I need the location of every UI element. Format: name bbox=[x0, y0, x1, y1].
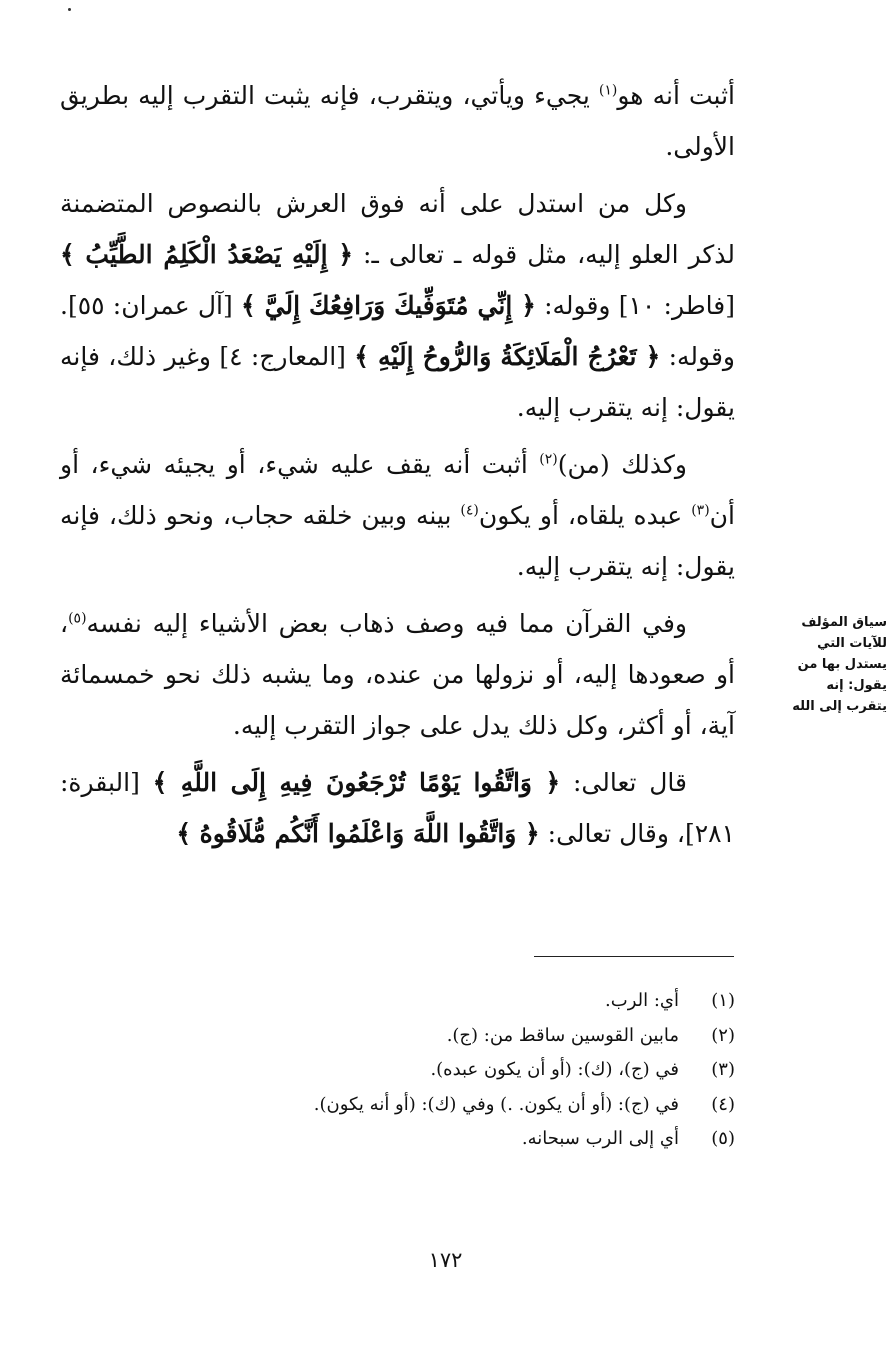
margin-note bbox=[761, 612, 887, 717]
margin-note-line: يقول: إنه bbox=[826, 678, 887, 693]
footnote-separator bbox=[534, 956, 734, 957]
footnotes bbox=[175, 984, 735, 1157]
scan-speck bbox=[68, 8, 71, 11]
margin-note-line: يتقرب إلى الله bbox=[792, 699, 887, 714]
footnote-number: (٤) bbox=[711, 1093, 735, 1115]
text-run: يجيء ويأتي، ويتقرب، فإنه يثبت التقرب إليه بطريق الأولى. bbox=[60, 81, 735, 161]
text-run: قال تعالى: bbox=[560, 768, 687, 797]
quran-quote: ﴿ وَاتَّقُوا يَوْمًا تُرْجَعُونَ فِيهِ إِلَى اللَّهِ ﴾ bbox=[152, 768, 561, 797]
footnote-marker: (٤) bbox=[460, 502, 479, 519]
quran-quote: ﴿ تَعْرُجُ الْمَلَائِكَةُ وَالرُّوحُ إِلَيْهِ ﴾ bbox=[354, 342, 661, 371]
footnote bbox=[175, 1053, 735, 1088]
quran-quote: ﴿ وَاتَّقُوا اللَّهَ وَاعْلَمُوا أَنَّكُم مُّلَاقُوهُ ﴾ bbox=[176, 819, 540, 848]
footnote-text: أي: الرب. bbox=[605, 990, 679, 1011]
text-run: ، أو صعودها إليه، أو نزولها من عنده، وما يشبه ذلك نحو خمسمائة آية، أو أكثر، وكل ذلك يدل على جواز التقرب إليه. bbox=[60, 609, 735, 740]
footnote-marker: (١) bbox=[598, 82, 618, 99]
text-run: [فاطر: ١٠] وقوله: bbox=[535, 291, 735, 320]
footnote bbox=[175, 1088, 735, 1123]
margin-note-line: للآيات التي bbox=[817, 636, 887, 651]
text-run: [المعارج: ٤] وغير ذلك، فإنه يقول: إنه يتقرب إليه. bbox=[60, 342, 735, 422]
footnote-marker: (٣) bbox=[691, 502, 710, 519]
text-run: بينه وبين خلقه حجاب، ونحو ذلك، فإنه يقول: إنه يتقرب إليه. bbox=[60, 501, 735, 581]
text-run: [البقرة: ٢٨١]، وقال تعالى: bbox=[60, 768, 735, 848]
paragraph bbox=[60, 757, 735, 859]
paragraph bbox=[60, 439, 735, 592]
footnote bbox=[175, 1019, 735, 1054]
main-text bbox=[60, 70, 735, 859]
footnote-number: (٣) bbox=[711, 1059, 735, 1080]
footnote-marker: (٥) bbox=[68, 610, 87, 627]
text-run: أثبت أنه هو bbox=[617, 81, 736, 110]
paragraph bbox=[60, 598, 735, 751]
footnote-text: أي إلى الرب سبحانه. bbox=[521, 1128, 679, 1149]
footnote-number: (٥) bbox=[711, 1128, 735, 1149]
paragraph bbox=[60, 70, 735, 172]
footnote-number: (١) bbox=[711, 990, 735, 1011]
text-run: وكذلك (من) bbox=[557, 450, 687, 479]
text-run: وفي القرآن مما فيه وصف ذهاب بعض الأشياء إليه نفسه bbox=[86, 609, 687, 638]
text-run: عبده يلقاه، أو يكون bbox=[478, 501, 692, 530]
text-run: [آل عمران: ٥٥]. وقوله: bbox=[60, 291, 735, 371]
footnote bbox=[175, 1122, 735, 1157]
page-number: ١٧٢ bbox=[428, 1248, 463, 1272]
quran-quote: ﴿ إِلَيْهِ يَصْعَدُ الْكَلِمُ الطَّيِّبُ ﴾ bbox=[60, 240, 354, 269]
footnote-marker: (٢) bbox=[539, 451, 558, 468]
text-run: أثبت أنه يقف عليه شيء، أو يجيئه شيء، أو أن bbox=[60, 450, 735, 530]
text-run: وكل من استدل على أنه فوق العرش بالنصوص المتضمنة لذكر العلو إليه، مثل قوله ـ تعالى ـ: bbox=[60, 189, 735, 269]
footnote-text: في (ج): (أو أن يكون. .) وفي (ك): (أو أنه يكون). bbox=[313, 1093, 679, 1115]
margin-note-line: يستدل بها من bbox=[797, 657, 887, 672]
footnote-number: (٢) bbox=[711, 1024, 735, 1046]
footnote bbox=[175, 984, 735, 1019]
footnote-text: مابين القوسين ساقط من: (ج). bbox=[446, 1024, 679, 1046]
paragraph bbox=[60, 178, 735, 433]
footnote-text: في (ج)، (ك): (أو أن يكون عبده). bbox=[430, 1059, 679, 1080]
margin-note-line: سياق المؤلف bbox=[801, 615, 887, 630]
quran-quote: ﴿ إِنِّي مُتَوَفِّيكَ وَرَافِعُكَ إِلَيَّ ﴾ bbox=[240, 291, 536, 320]
